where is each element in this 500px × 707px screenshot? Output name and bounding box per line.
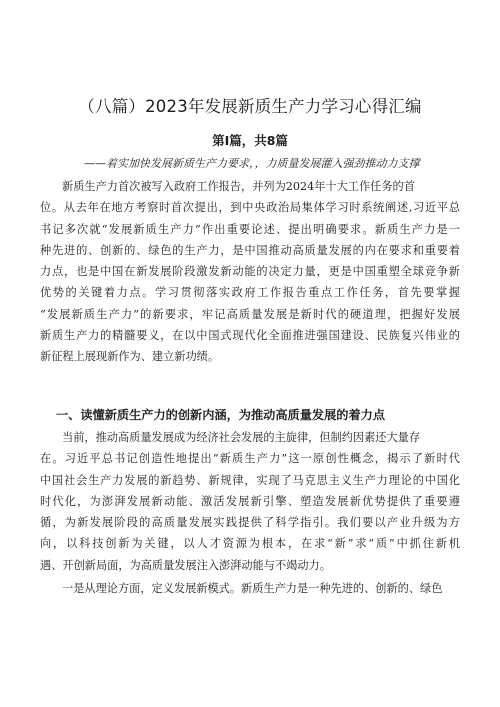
section-heading: 一、读懂新质生产力的创新内涵，为推动高质量发展的着力点 [56, 408, 386, 422]
paragraph-line: 一是从理论方面，定义发展新模式。新质生产力是一种先进的、创新的、绿色 [62, 582, 443, 595]
paragraph-line: 位。从去年在地方考察时首次提出，到中央政治局集体学习时系统阐述,习近平总 [40, 201, 460, 215]
paragraph-line: 书记多次就“发展新质生产力”作出重要论述、提出明确要求。新质生产力是一 [40, 222, 460, 236]
document-title: （八篇）2023年发展新质生产力学习心得汇编 [78, 97, 422, 116]
paragraph-intro [40, 176, 460, 368]
paragraph-line: 向，以科技创新为关键，以人才资源为根本，在求“新”求“质”中抓住新机 [40, 537, 460, 551]
paragraph-line: 新质生产力首次被写入政府工作报告，并列为2024年十大工作任务的首 [62, 180, 415, 193]
paragraph-point-one [40, 578, 460, 599]
paragraph-line: 遇、开创新局面，为高质量发展注入澎湃动能与不竭动力。 [40, 558, 331, 572]
paragraph-line: 在。习近平总书记创造性地提出“新质生产力”这一原创性概念，揭示了新时代 [40, 452, 460, 466]
paragraph-line: 循，为新发展阶段的高质量发展实践提供了科学指引。我们要以产业升级为方 [40, 516, 460, 530]
subtitle: ——着实加快发展新质生产力要求，，力质量发展灌入强劲推动力支撑 [84, 157, 420, 170]
paragraph-line: 新征程上展现新作为、建立新功绩。 [40, 350, 220, 364]
paragraph-line: 当前，推动高质量发展成为经济社会发展的主旋律，但制约因素还大量存 [62, 431, 421, 444]
part-label: 第Ⅰ篇，共8篇 [212, 133, 288, 148]
paragraph-line: 力点，也是中国在新发展阶段激发新动能的决定力量，更是中国重塑全球竞争新 [40, 265, 460, 279]
paragraph-line: 新质生产力的精髓要义，在以中国式现代化全面推进强国建设、民族复兴伟业的 [40, 329, 460, 343]
paragraph-line: “发展新质生产力”的新要求，牢记高质量发展是新时代的硬道理，把握好发展 [40, 307, 460, 321]
paragraph-line: 时代化，为澎湃发展新动能、激活发展新引擎、塑造发展新优势提供了重要遵 [40, 494, 460, 508]
paragraph-line: 种先进的、创新的、绿色的生产力，是中国推动高质量发展的内在要求和重要着 [40, 243, 460, 257]
paragraph-line: 中国社会生产力发展的新趋势、新规律，实现了马克思主义生产力理论的中国化 [40, 473, 460, 487]
paragraph-section-one [40, 427, 460, 576]
paragraph-line: 优势的关键着力点。学习贯彻落实政府工作报告重点工作任务，首先要掌握 [40, 286, 460, 300]
